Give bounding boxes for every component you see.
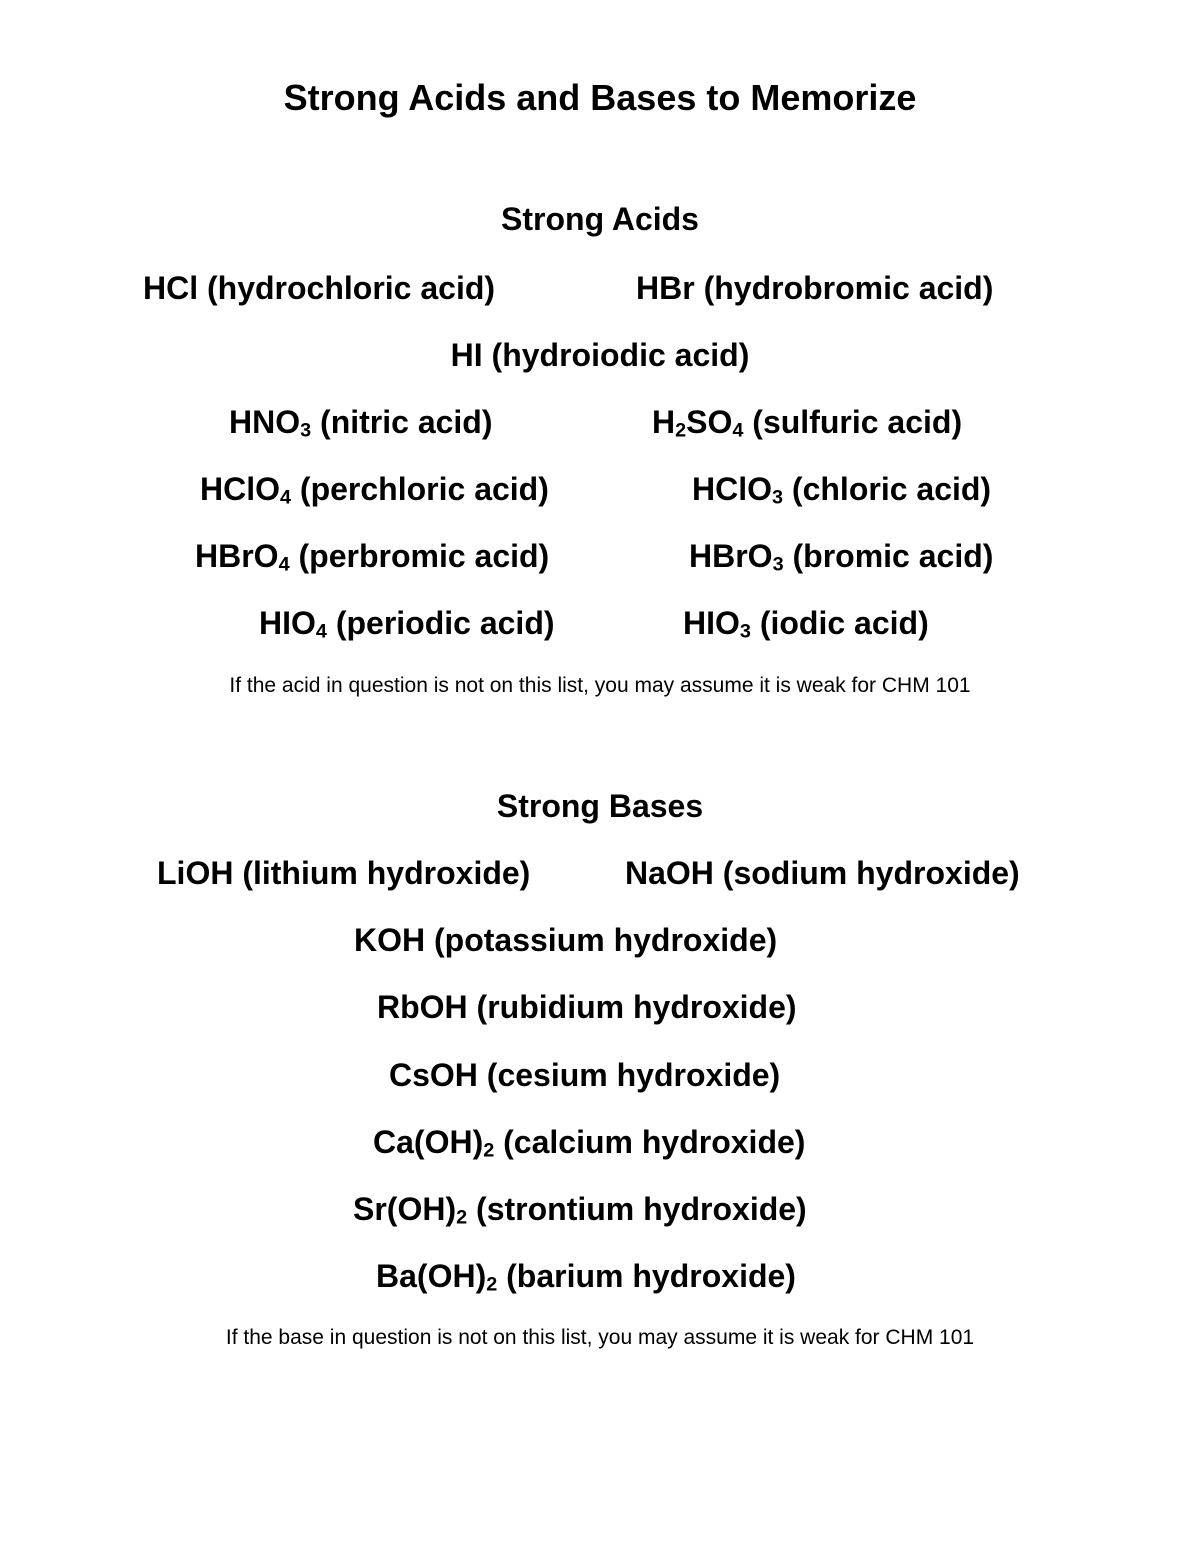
compound-name: (hydrobromic acid) [694, 270, 994, 306]
formula-subscript: 4 [732, 419, 744, 442]
base-item [157, 857, 530, 889]
formula-part: Ca(OH) [373, 1124, 484, 1160]
compound-name: (hydroiodic acid) [482, 337, 750, 373]
base-item [376, 1258, 796, 1296]
chemical-formula [157, 855, 233, 891]
base-item [354, 924, 777, 956]
acid-item [0, 339, 1200, 371]
compound-name: (rubidium hydroxide) [467, 989, 797, 1025]
acids-note: If the acid in question is not on this list, you may assume it is weak for CHM 101 [229, 674, 971, 697]
chemical-formula [200, 471, 291, 507]
chemical-formula [451, 337, 483, 373]
formula-subscript: 4 [315, 620, 327, 643]
formula-subscript: 3 [772, 486, 784, 509]
formula-part: H [652, 404, 676, 440]
formula-subscript: 3 [739, 620, 751, 643]
chemical-formula [692, 471, 783, 507]
chemical-formula [683, 605, 751, 641]
formula-part: HI [450, 337, 483, 373]
formula-part: NaOH [625, 855, 714, 891]
chemical-formula [229, 404, 311, 440]
formula-part: HIO [683, 605, 740, 641]
acid-item [229, 404, 493, 442]
formula-part: Ba(OH) [376, 1258, 487, 1294]
acid-item [692, 471, 992, 509]
chemical-formula [376, 1258, 497, 1294]
compound-name: (cesium hydroxide) [477, 1057, 781, 1093]
formula-part: HCl [143, 270, 199, 306]
compound-name: (lithium hydroxide) [233, 855, 531, 891]
chemical-formula [625, 855, 714, 891]
formula-part: CsOH [389, 1057, 478, 1093]
compound-name: (bromic acid) [783, 538, 994, 574]
acid-item [652, 404, 963, 442]
formula-subscript: 2 [486, 1273, 498, 1296]
base-item [377, 991, 797, 1023]
formula-part: HClO [692, 471, 772, 507]
page-title: Strong Acids and Bases to Memorize [283, 77, 917, 118]
formula-part: HNO [229, 404, 301, 440]
base-item [373, 1124, 806, 1162]
formula-part: HBrO [689, 538, 773, 574]
acids-heading: Strong Acids [501, 201, 699, 237]
formula-subscript: 2 [456, 1206, 468, 1229]
formula-part: HIO [259, 605, 316, 641]
chemical-formula [373, 1124, 494, 1160]
compound-name: (barium hydroxide) [497, 1258, 796, 1294]
formula-part: Sr(OH) [353, 1191, 457, 1227]
acid-item [683, 605, 929, 643]
formula-part: SO [686, 404, 733, 440]
chemical-formula [259, 605, 327, 641]
chemical-formula [143, 270, 198, 306]
chemical-formula [689, 538, 784, 574]
acid-item [636, 272, 993, 304]
formula-part: LiOH [157, 855, 234, 891]
acid-item [143, 272, 495, 304]
formula-subscript: 4 [280, 486, 292, 509]
base-item [389, 1059, 780, 1091]
compound-name: (calcium hydroxide) [494, 1124, 806, 1160]
chemical-formula [353, 1191, 467, 1227]
compound-name: (hydrochloric acid) [198, 270, 496, 306]
compound-name: (potassium hydroxide) [425, 922, 778, 958]
chemical-formula [354, 922, 425, 958]
acid-item [259, 605, 555, 643]
compound-name: (periodic acid) [326, 605, 555, 641]
base-item [625, 857, 1020, 889]
formula-part: KOH [354, 922, 426, 958]
compound-name: (strontium hydroxide) [467, 1191, 807, 1227]
chemical-formula [389, 1057, 478, 1093]
base-item [353, 1191, 807, 1229]
compound-name: (perchloric acid) [291, 471, 549, 507]
chemical-formula [377, 989, 468, 1025]
formula-part: RbOH [377, 989, 468, 1025]
formula-subscript: 2 [483, 1139, 495, 1162]
compound-name: (sodium hydroxide) [713, 855, 1020, 891]
compound-name: (chloric acid) [783, 471, 992, 507]
formula-subscript: 2 [675, 419, 687, 442]
bases-note: If the base in question is not on this list, you may assume it is weak for CHM 101 [225, 1326, 975, 1349]
compound-name: (sulfuric acid) [743, 404, 963, 440]
formula-subscript: 3 [300, 419, 312, 442]
compound-name: (perbromic acid) [289, 538, 550, 574]
chemical-formula [652, 404, 743, 440]
compound-name: (nitric acid) [311, 404, 493, 440]
acid-item [200, 471, 549, 509]
formula-part: HBr [636, 270, 695, 306]
formula-subscript: 4 [278, 553, 290, 576]
formula-part: HBrO [195, 538, 279, 574]
chemical-formula [195, 538, 290, 574]
bases-heading: Strong Bases [496, 788, 704, 824]
acid-item [689, 538, 994, 576]
acid-item [195, 538, 550, 576]
compound-name: (iodic acid) [750, 605, 929, 641]
chemical-formula [636, 270, 695, 306]
formula-part: HClO [200, 471, 280, 507]
formula-subscript: 3 [772, 553, 784, 576]
